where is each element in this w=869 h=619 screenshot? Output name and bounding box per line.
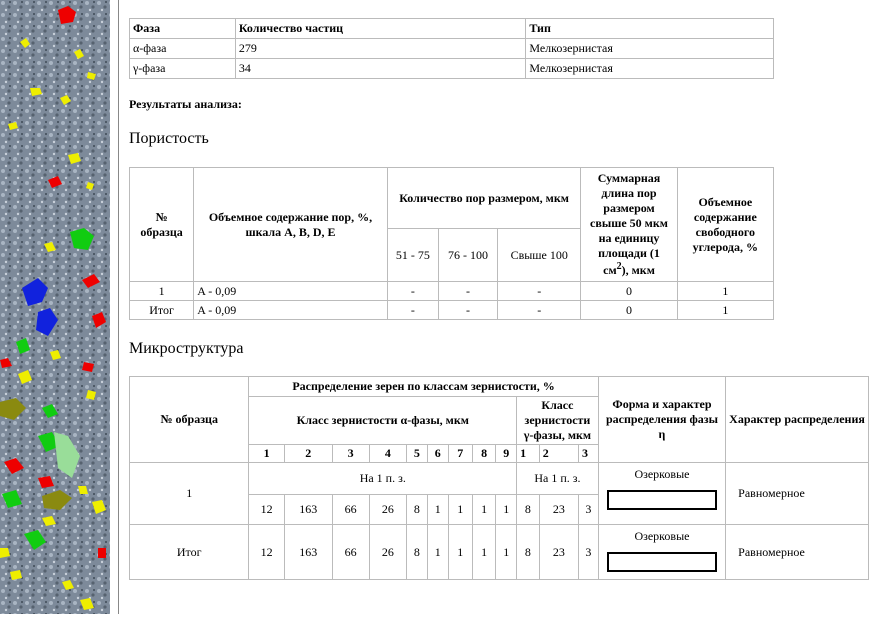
alpha-value: 26 <box>369 525 406 580</box>
porosity-header-range-3: Свыше 100 <box>498 229 581 282</box>
alpha-class: 1 <box>249 445 285 463</box>
alpha-value: 163 <box>284 525 332 580</box>
microstructure-image <box>0 0 110 614</box>
porosity-volume: A - 0,09 <box>194 301 388 320</box>
porosity-header-range-1: 51 - 75 <box>387 229 438 282</box>
porosity-header-volume: Объемное содержание пор, %, шкала A, B, D, E <box>194 168 388 282</box>
alpha-value: 66 <box>332 525 369 580</box>
porosity-volume: A - 0,09 <box>194 282 388 301</box>
alpha-class: 8 <box>472 445 495 463</box>
form-input-box[interactable] <box>607 552 717 572</box>
phase-type: Мелкозернистая <box>526 59 774 79</box>
table-row <box>130 282 774 301</box>
report-content <box>129 0 865 614</box>
porosity-count-1: - <box>387 301 438 320</box>
micro-header-form: Форма и характер распределения фазы η <box>598 377 725 463</box>
alpha-class: 9 <box>496 445 517 463</box>
alpha-class: 2 <box>284 445 332 463</box>
porosity-count-1: - <box>387 282 438 301</box>
porosity-total-length: 0 <box>581 301 677 320</box>
gamma-value: 8 <box>517 525 540 580</box>
alpha-per-field: На 1 п. з. <box>249 463 517 495</box>
gamma-class: 3 <box>579 445 599 463</box>
micro-header-distribution: Распределение зерен по классам зернистости, % <box>249 377 598 397</box>
header-count: Количество частиц <box>235 19 526 39</box>
alpha-value: 8 <box>406 525 427 580</box>
microstructure-table <box>129 376 869 580</box>
page-left-border <box>118 0 119 614</box>
micro-header-gamma: Класс зернистости γ-фазы, мкм <box>517 397 599 445</box>
porosity-title: Пористость <box>129 130 209 147</box>
gamma-per-field: На 1 п. з. <box>517 463 599 495</box>
porosity-header-count: Количество пор размером, мкм <box>387 168 581 229</box>
microstructure-title: Микроструктура <box>129 340 244 357</box>
phase-count: 279 <box>235 39 526 59</box>
alpha-class: 3 <box>332 445 369 463</box>
porosity-carbon: 1 <box>677 301 773 320</box>
alpha-value: 1 <box>448 525 472 580</box>
micro-form: Озерковые <box>634 529 690 543</box>
gamma-value: 3 <box>579 495 599 525</box>
alpha-value: 12 <box>249 525 285 580</box>
micro-sample: Итог <box>130 525 249 580</box>
porosity-count-3: - <box>498 301 581 320</box>
alpha-value: 1 <box>448 495 472 525</box>
phase-name: α-фаза <box>130 39 236 59</box>
gamma-value: 23 <box>539 495 578 525</box>
micro-form: Озерковые <box>634 467 690 481</box>
phase-table-header <box>130 19 774 39</box>
micro-header-sample: № образца <box>130 377 249 463</box>
porosity-sample: Итог <box>130 301 194 320</box>
porosity-header-total-length: Суммарная длина пор размером свыше 50 мкм на единицу площади (1 $см^2$), мкм <box>581 168 677 282</box>
alpha-value: 1 <box>427 525 448 580</box>
micro-character: Равномерное <box>726 463 869 525</box>
porosity-sample: 1 <box>130 282 194 301</box>
porosity-count-2: - <box>438 301 497 320</box>
porosity-header-sample: № образца <box>130 168 194 282</box>
alpha-value: 1 <box>472 495 495 525</box>
micro-character: Равномерное <box>726 525 869 580</box>
table-row <box>130 301 774 320</box>
table-row <box>130 463 869 495</box>
porosity-count-2: - <box>438 282 497 301</box>
porosity-total-length: 0 <box>581 282 677 301</box>
header-type: Тип <box>526 19 774 39</box>
micro-form-cell <box>598 463 725 525</box>
alpha-class: 7 <box>448 445 472 463</box>
phase-type: Мелкозернистая <box>526 39 774 59</box>
porosity-header-range-2: 76 - 100 <box>438 229 497 282</box>
table-row <box>130 39 774 59</box>
micro-form-cell <box>598 525 725 580</box>
gamma-value: 8 <box>517 495 540 525</box>
gamma-class: 2 <box>539 445 578 463</box>
micro-sample: 1 <box>130 463 249 525</box>
micro-header-character: Характер распределения <box>726 377 869 463</box>
alpha-value: 1 <box>427 495 448 525</box>
gamma-value: 23 <box>539 525 578 580</box>
gamma-value: 3 <box>579 525 599 580</box>
porosity-carbon: 1 <box>677 282 773 301</box>
alpha-value: 8 <box>406 495 427 525</box>
header-phase: Фаза <box>130 19 236 39</box>
porosity-table <box>129 167 774 320</box>
alpha-class: 6 <box>427 445 448 463</box>
alpha-value: 1 <box>496 525 517 580</box>
alpha-value: 1 <box>496 495 517 525</box>
results-title: Результаты анализа: <box>129 97 242 111</box>
form-input-box[interactable] <box>607 490 717 510</box>
micro-header-alpha: Класс зернистости α-фазы, мкм <box>249 397 517 445</box>
porosity-count-3: - <box>498 282 581 301</box>
alpha-value: 26 <box>369 495 406 525</box>
alpha-class: 4 <box>369 445 406 463</box>
alpha-value: 66 <box>332 495 369 525</box>
phase-table <box>129 18 774 79</box>
alpha-value: 12 <box>249 495 285 525</box>
alpha-value: 163 <box>284 495 332 525</box>
porosity-header-carbon: Объемное содержание свободного углерода, % <box>677 168 773 282</box>
gamma-class: 1 <box>517 445 540 463</box>
alpha-class: 5 <box>406 445 427 463</box>
phase-count: 34 <box>235 59 526 79</box>
table-row <box>130 525 869 580</box>
table-row <box>130 59 774 79</box>
phase-name: γ-фаза <box>130 59 236 79</box>
alpha-value: 1 <box>472 525 495 580</box>
